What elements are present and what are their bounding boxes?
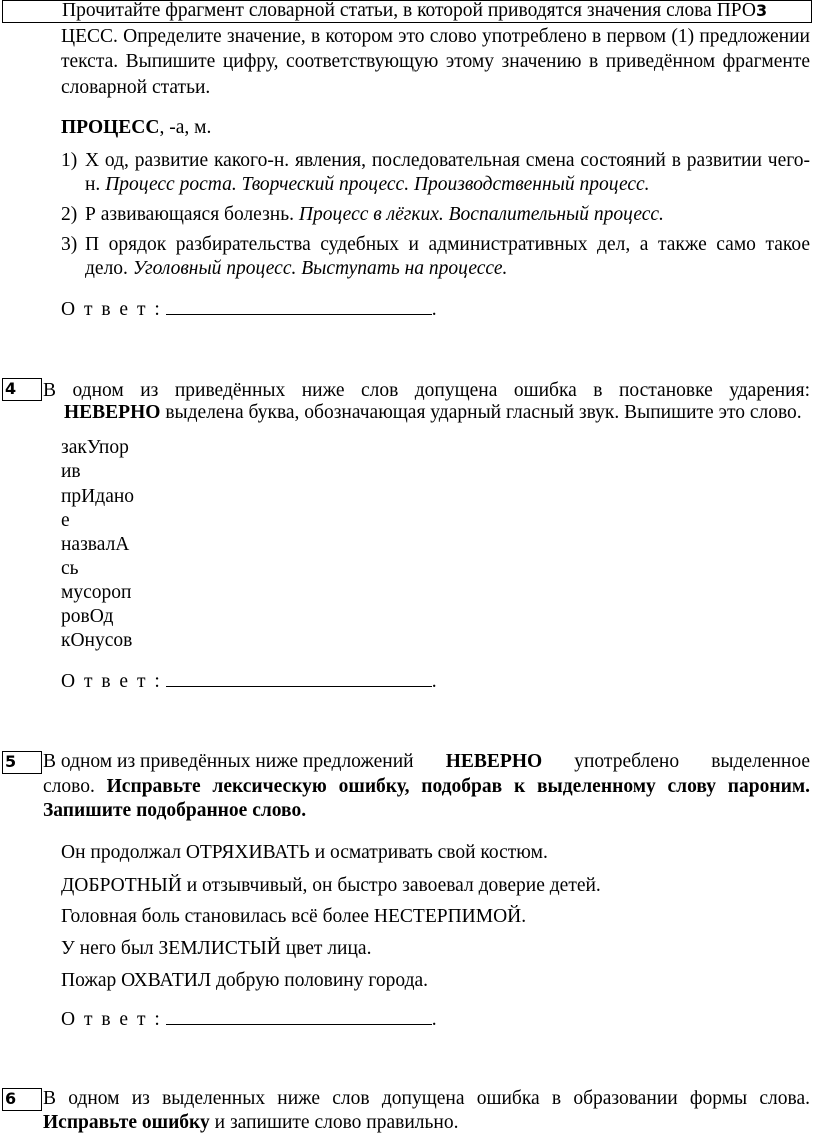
example: Процесс роста. Творческий процесс. Производственный процесс.	[105, 174, 650, 195]
answer-line[interactable]	[166, 296, 432, 315]
example: Уголовный процесс. Выступать на процессе.	[132, 258, 508, 279]
dot: .	[431, 1009, 437, 1030]
t: В одном из приведённых ниже предложений	[43, 751, 414, 772]
meaning-3: П орядок разбирательства судебных и административных дел, а также само такое	[85, 234, 810, 255]
task4-line: В одном из приведённых ниже слов допущена ошибка в постановке ударения:	[43, 380, 810, 401]
word: сь	[61, 558, 79, 579]
task-number-6: 6	[2, 1088, 42, 1111]
task6-line: В одном из выделенных ниже слов допущена ошибка в образовании формы слова.	[43, 1088, 810, 1109]
bold: НЕВЕРНО	[445, 751, 543, 772]
t: дело.	[85, 258, 133, 279]
answer-label: О т в е т :	[61, 1009, 162, 1030]
word: назвалА	[61, 534, 130, 555]
meaning-1-cont	[85, 173, 650, 197]
meaning-number: 2)	[61, 204, 78, 225]
word: закУпор	[61, 437, 129, 458]
answer-field-4[interactable]	[61, 668, 437, 692]
task-number-3: 3	[755, 1, 768, 20]
word: е	[61, 510, 70, 531]
meaning-number: 3)	[61, 234, 78, 255]
answer-field-3[interactable]	[61, 296, 437, 320]
sentence: ДОБРОТНЫЙ и отзывчивый, он быстро завоевал доверие детей.	[61, 875, 601, 896]
sentence: Он продолжал ОТРЯХИВАТЬ и осматривать свой костюм.	[61, 842, 548, 863]
task6-line	[43, 1111, 458, 1135]
t: слово.	[43, 776, 107, 797]
sentence: Головная боль становилась всё более НЕСТЕРПИМОЙ.	[61, 906, 527, 927]
bold: Запишите подобранное слово.	[43, 800, 307, 821]
answer-label: О т в е т :	[61, 671, 162, 692]
bold: Исправьте лексическую ошибку, подобрав к выделенному слову пароним.	[106, 776, 810, 797]
word: прИдано	[61, 486, 135, 507]
task3-line: словарной статьи.	[61, 77, 211, 98]
answer-line[interactable]	[166, 668, 432, 687]
dot: .	[431, 299, 437, 320]
word: кОнусов	[61, 630, 133, 651]
t: выделенное	[711, 751, 810, 772]
headword: ПРОЦЕСС	[61, 117, 160, 138]
task-number-4: 4	[2, 378, 42, 401]
task-number-5: 5	[2, 751, 42, 774]
bold: НЕВЕРНО	[64, 402, 161, 423]
task5-line	[43, 775, 810, 799]
meaning-3-cont	[85, 257, 507, 281]
task3-title-text: Прочитайте фрагмент словарной статьи, в которой приводятся значения слова ПРО	[62, 0, 756, 21]
task5-line	[43, 799, 306, 823]
word: ровОд	[61, 606, 114, 627]
task3-line: текста. Выпишите цифру, соответствующую этому значению в приведённом фрагменте	[61, 51, 810, 72]
t: выделена буква, обозначающая ударный гласный звук. Выпишите это слово.	[160, 402, 802, 423]
meaning-number: 1)	[61, 150, 78, 171]
task3-title	[62, 0, 767, 23]
bold: Исправьте ошибку	[43, 1112, 210, 1133]
grammar: , -а, м.	[159, 117, 212, 138]
task4-line	[64, 401, 802, 425]
task5-line	[43, 750, 810, 774]
answer-label: О т в е т :	[61, 299, 162, 320]
example: Процесс в лёгких. Воспалительный процесс.	[298, 204, 664, 225]
t: н.	[85, 174, 106, 195]
word: ив	[61, 461, 81, 482]
t: Р азвивающаяся болезнь.	[85, 204, 299, 225]
sentence: У него был ЗЕМЛИСТЫЙ цвет лица.	[61, 938, 372, 959]
task3-line: ЦЕСС. Определите значение, в котором это слово употреблено в первом (1) предложении	[61, 26, 810, 47]
dictionary-headword	[61, 116, 211, 140]
dot: .	[431, 671, 437, 692]
word: мусороп	[61, 582, 132, 603]
sentence: Пожар ОХВАТИЛ добрую половину города.	[61, 970, 429, 991]
meaning-2	[85, 203, 664, 227]
meaning-1: Х од, развитие какого-н. явления, последовательная смена состояний в развитии чего-	[85, 150, 810, 171]
t: и запишите слово правильно.	[209, 1112, 459, 1133]
t: употреблено	[574, 751, 680, 772]
answer-field-5[interactable]	[61, 1006, 437, 1030]
answer-line[interactable]	[166, 1006, 432, 1025]
